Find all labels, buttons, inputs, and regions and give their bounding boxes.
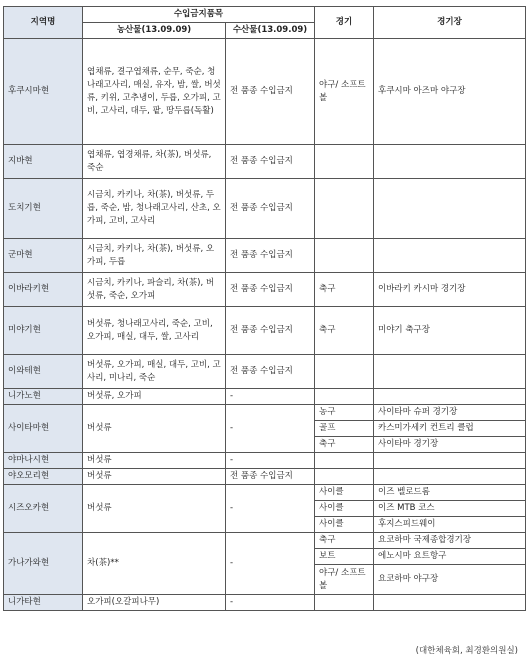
agri-cell: 시금치, 카키나, 파슬리, 차(茶), 버섯류, 죽순, 오가피 [83,273,226,307]
fish-cell: - [226,453,315,469]
venue-cell [374,355,526,389]
fish-cell: 전 품종 수입금지 [226,145,315,179]
event-cell [315,355,374,389]
agri-cell: 차(茶)** [83,533,226,595]
fish-cell: 전 품종 수입금지 [226,355,315,389]
venue-cell: 이바라키 카시마 경기장 [374,273,526,307]
header-agri: 농산물(13.09.09) [83,23,226,39]
agri-cell: 버섯류 [83,469,226,485]
venue-cell [374,469,526,485]
event-cell [315,469,374,485]
agri-cell: 엽채류, 엽경채류, 차(茶), 버섯류, 죽순 [83,145,226,179]
event-cell: 축구 [315,273,374,307]
header-event: 경기 [315,7,374,39]
event-cell: 축구 [315,307,374,355]
region-cell: 시즈오카현 [4,485,83,533]
event-cell: 사이클 [315,517,374,533]
agri-cell: 엽채류, 결구엽채류, 순무, 죽순, 청나래고사리, 매실, 유자, 밤, 쌀, 버섯류, 키위, 고추냉이, 두릅, 오가피, 고비, 고사리, 대두, 팥, 땅두릅(독활) [83,39,226,145]
venue-cell: 요코하마 야구장 [374,565,526,595]
venue-cell: 미야기 축구장 [374,307,526,355]
event-cell [315,389,374,405]
event-cell: 축구 [315,437,374,453]
venue-cell: 사이타마 슈퍼 경기장 [374,405,526,421]
header-fish: 수산물(13.09.09) [226,23,315,39]
region-cell: 도치기현 [4,179,83,239]
source-note: (대한체육회, 최경환의원실) [415,646,518,656]
event-cell: 축구 [315,533,374,549]
fish-cell: 전 품종 수입금지 [226,39,315,145]
region-cell: 가나가와현 [4,533,83,595]
agri-cell: 버섯류 [83,405,226,453]
fish-cell: 전 품종 수입금지 [226,307,315,355]
venue-cell [374,179,526,239]
venue-cell: 사이타마 경기장 [374,437,526,453]
venue-cell [374,453,526,469]
venue-cell: 후지스피드웨이 [374,517,526,533]
event-cell [315,179,374,239]
region-cell: 지바현 [4,145,83,179]
fish-cell: 전 품종 수입금지 [226,239,315,273]
venue-cell [374,145,526,179]
fish-cell: - [226,405,315,453]
venue-cell [374,595,526,611]
region-cell: 후쿠시마현 [4,39,83,145]
event-cell: 농구 [315,405,374,421]
header-region: 지역명 [4,7,83,39]
venue-cell: 이즈 벨로드롬 [374,485,526,501]
region-cell: 니가노현 [4,389,83,405]
agri-cell: 시금치, 카키나, 차(茶), 버섯류, 오가피, 두릅 [83,239,226,273]
agri-cell: 버섯류 [83,453,226,469]
header-ban-items: 수입금지품목 [83,7,315,23]
fish-cell: 전 품종 수입금지 [226,179,315,239]
region-cell: 미야기현 [4,307,83,355]
region-cell: 군마현 [4,239,83,273]
region-cell: 이바라키현 [4,273,83,307]
event-cell: 골프 [315,421,374,437]
event-cell [315,145,374,179]
venue-cell: 요코하마 국제종합경기장 [374,533,526,549]
venue-cell [374,239,526,273]
agri-cell: 버섯류, 오가피, 매실, 대두, 고비, 고사리, 미나리, 죽순 [83,355,226,389]
fish-cell: 전 품종 수입금지 [226,469,315,485]
event-cell [315,239,374,273]
event-cell [315,595,374,611]
fish-cell: 전 품종 수입금지 [226,273,315,307]
fish-cell: - [226,595,315,611]
region-cell: 야오모리현 [4,469,83,485]
fish-cell: - [226,485,315,533]
event-cell: 보트 [315,549,374,565]
agri-cell: 버섯류, 오가피 [83,389,226,405]
region-cell: 니가타현 [4,595,83,611]
venue-cell: 에노시마 요트항구 [374,549,526,565]
agri-cell: 오가피(오갈피나무) [83,595,226,611]
event-cell [315,453,374,469]
header-venue: 경기장 [374,7,526,39]
agri-cell: 버섯류, 청나래고사리, 죽순, 고비, 오가피, 매실, 대두, 쌀, 고사리 [83,307,226,355]
venue-cell: 이즈 MTB 코스 [374,501,526,517]
agri-cell: 시금치, 카키나, 차(茶), 버섯류, 두릅, 죽순, 밤, 청나래고사리, 산초, 오가피, 고비, 고사리 [83,179,226,239]
event-cell: 사이클 [315,485,374,501]
region-cell: 야마나시현 [4,453,83,469]
event-cell: 야구/ 소프트볼 [315,39,374,145]
event-cell: 야구/ 소프트볼 [315,565,374,595]
venue-cell [374,389,526,405]
region-cell: 이와테현 [4,355,83,389]
fish-cell: - [226,389,315,405]
venue-cell: 후쿠시마 아즈마 야구장 [374,39,526,145]
fish-cell: - [226,533,315,595]
venue-cell: 카스미가세키 컨트리 클럽 [374,421,526,437]
region-cell: 사이타마현 [4,405,83,453]
import-ban-table [3,6,526,611]
agri-cell: 버섯류 [83,485,226,533]
event-cell: 사이클 [315,501,374,517]
